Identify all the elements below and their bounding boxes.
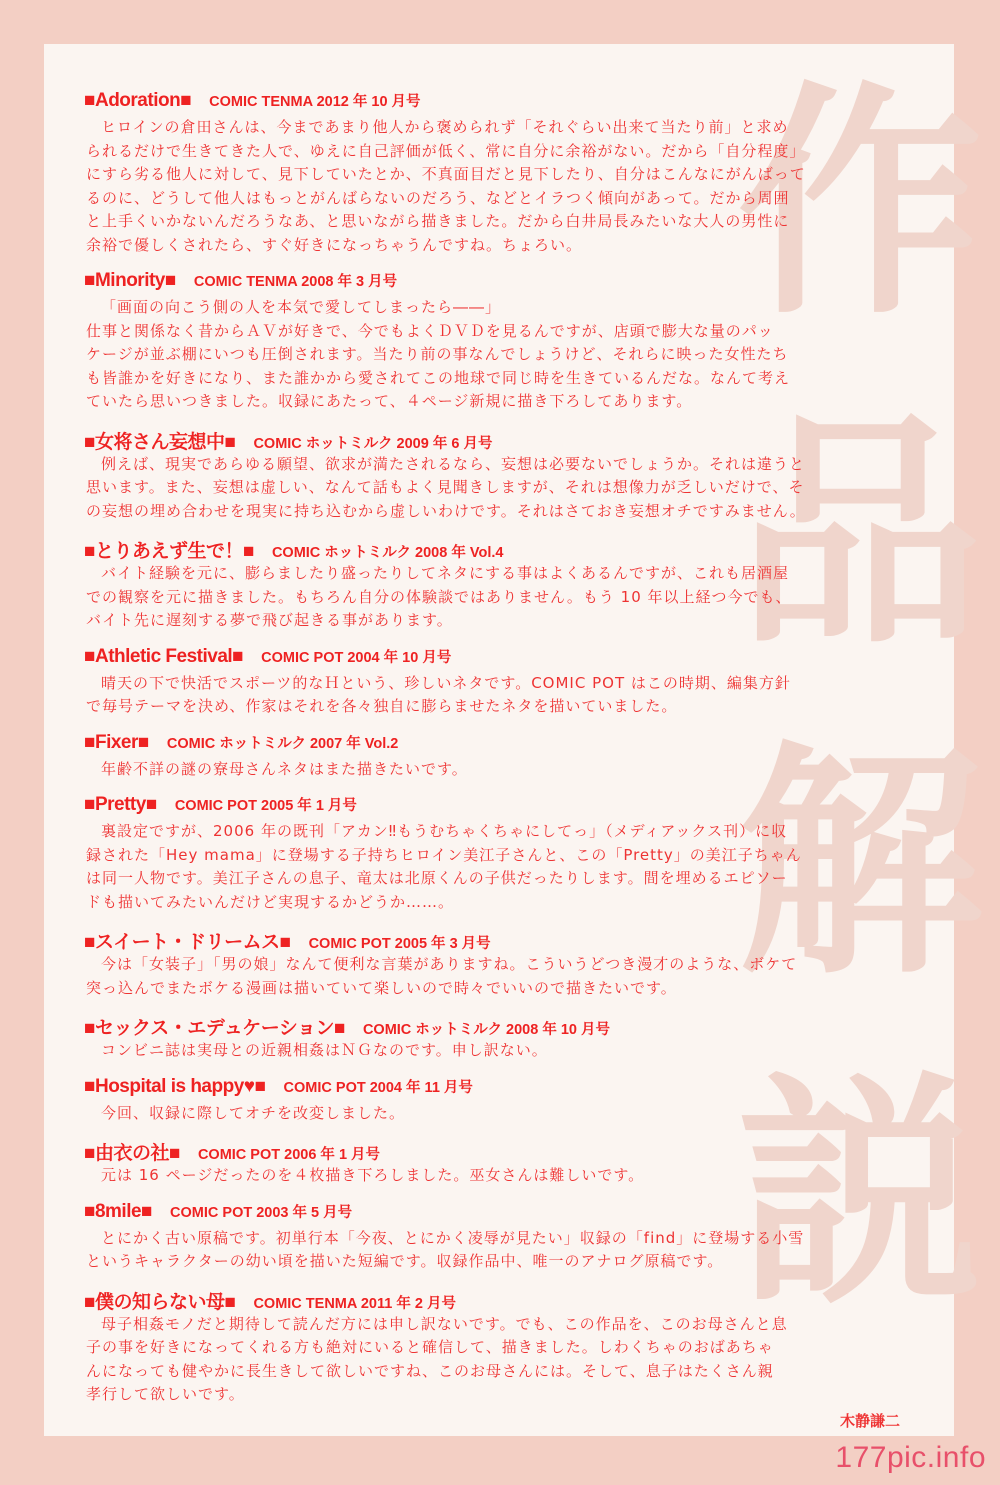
entry-body: 「画面の向こう側の人を本気で愛してしまったら――」 仕事と関係なく昔からＡＶが好きで、今でもよくＤＶＤを見るんですが、店頭で膨大な量のパッ ケージが並ぶ棚にいつも圧倒されます。当たり前の事なんでしょうけど、それらに映った女性たち も皆誰かを好きになり、また誰かから愛されてこの地球で同じ時を生きているんだな。なんて考え ていたら思いつきました。収録にあたって、４ページ新規に描き下ろしてあります。 (86, 298, 791, 410)
entry-body: とにかく古い原稿です。初単行本「今夜、とにかく凌辱が見たい」収録の「find」に登場する小雪 というキャラクターの幼い頃を描いた短編です。収録作品中、唯一のアナログ原稿です。 (86, 1228, 805, 1270)
entry-title: ■Athletic Festival■ (84, 645, 244, 667)
entry-okami (84, 427, 944, 524)
background-title-char: 解 (737, 722, 983, 1007)
entry-body: 母子相姦モノだと期待して読んだ方には申し訳ないです。でも、この作品を、このお母さんと息 子の事を好きになってくれる方も絶対にいると確信して、描きました。しわくちゃのおばあちゃ んになっても健やかに長生きして欲しいですね、このお母さんには。そして、息子はたくさん親 孝行して欲しいです。 (86, 1314, 788, 1403)
entry-title: ■Pretty■ (84, 794, 157, 815)
entry-title: ■とりあえず生で！■ (84, 541, 254, 562)
entry-source: COMIC POT 2004 年 10 月号 (261, 649, 452, 666)
background-title-char: 品 (737, 392, 983, 677)
entry-body: 今は「女装子」「男の娘」なんて便利な言葉がありますね。こういうどつき漫才のような、ボケて 突っ込んでまたボケる漫画は描いていて楽しいので時々でいいので描きたいです。 (86, 955, 798, 997)
entry-title: ■Fixer■ (84, 731, 149, 753)
entry-toriaezu (84, 536, 944, 633)
entry-source: COMIC POT 2003 年 5 月号 (170, 1204, 353, 1221)
entry-source: COMIC ホットミルク 2008 年 Vol.4 (271, 545, 504, 561)
entry-body: 元は 16 ページだったのを４枚描き下ろしました。巫女さんは難しいです。 (101, 1166, 645, 1184)
entry-source: COMIC ホットミルク 2009 年 6 月号 (253, 435, 493, 452)
commentary-list (84, 90, 944, 1431)
entry-source: COMIC TENMA 2011 年 2 月号 (253, 1295, 456, 1312)
entry-title: ■スイート・ドリームス■ (84, 932, 291, 953)
entry-body: 裏設定ですが、2006 年の既刊「アカン‼もうむちゃくちゃにしてっ」（メディアックス刊）に収 録された「Hey mama」に登場する子持ちヒロイン美江子さんと、この「Pretty」の美江子ちゃん は同一人物です。美江子さんの息子、竜太は北原くんの子供だったりします。間を埋めるエピソー ドも描いてみたいんだけど実現するかどうか……。 (86, 822, 802, 911)
entry-yui (84, 1138, 944, 1188)
entry-athletic (84, 646, 944, 719)
entry-source: COMIC POT 2005 年 1 月号 (174, 798, 357, 814)
entry-fixer (84, 732, 944, 782)
site-watermark: 177pic.info (835, 1441, 986, 1474)
entry-boku-no-shiranai-haha (84, 1287, 944, 1407)
entry-pretty (84, 794, 944, 914)
entry-body: コンビニ誌は実母との近親相姦はＮＧなのです。申し訳ない。 (101, 1041, 548, 1059)
entry-source: COMIC ホットミルク 2008 年 10 月号 (362, 1022, 611, 1038)
entry-title: ■セックス・エデュケーション■ (84, 1018, 345, 1039)
entry-body: 例えば、現実であらゆる願望、欲求が満たされるなら、妄想は必要ないでしょうか。それは違うと 思います。また、妄想は虚しい、なんて話もよく見聞きしますが、それは想像力が乏しいだけで、そ の妄想の埋め合わせを現実に持ち込むから虚しいわけです。それはさておき妄想オチですみません。 (86, 454, 806, 520)
entry-title: ■Adoration■ (84, 90, 192, 111)
entry-title: ■女将さん妄想中■ (84, 431, 236, 453)
entry-8mile (84, 1201, 944, 1274)
entry-body: 今回、収録に際してオチを改変しました。 (101, 1103, 406, 1122)
entry-source: COMIC TENMA 2008 年 3 月号 (193, 274, 398, 290)
entry-title: ■Hospital is happy♥■ (84, 1075, 266, 1097)
background-title-char: 説 (737, 1052, 983, 1337)
author-signature: 木静謙二 (839, 1411, 900, 1430)
entry-source: COMIC POT 2005 年 3 月号 (308, 936, 491, 952)
entry-source: COMIC TENMA 2012 年 10 月号 (209, 94, 421, 110)
entry-title: ■僕の知らない母■ (84, 1291, 236, 1313)
entry-minority (84, 270, 944, 414)
entry-title: ■8mile■ (84, 1200, 153, 1222)
entry-source: COMIC ホットミルク 2007 年 Vol.2 (166, 735, 399, 752)
entry-body: ヒロインの倉田さんは、今まであまり他人から褒められず「それぐらい出来て当たり前」と求め られるだけで生きてきた人で、ゆえに自己評価が低く、常に自分に余裕がない。だから「自分程度」 にすら劣る他人に対して、見下していたとか、不真面目だと見下したり、自分はこんなにがんばって るのに、どうして他人はもっとがんばらないのだろう、などとイラつく傾向があって。だから周囲 と上手くいかないんだろうなあ、と思いながら描きました。だから白井局長みたいな大人の男性に 余裕で優しくされたら、すぐ好きになっちゃうんですね。ちょろい。 (86, 118, 806, 254)
entry-body: 年齢不詳の謎の寮母さんネタはまた描きたいです。 (101, 759, 468, 778)
entry-adoration (84, 90, 944, 257)
entry-hospital (84, 1076, 944, 1126)
entry-sex-education (84, 1013, 944, 1063)
entry-title: ■Minority■ (84, 270, 176, 291)
entry-source: COMIC POT 2006 年 1 月号 (197, 1147, 381, 1163)
entry-title: ■由衣の社■ (84, 1143, 180, 1164)
entry-body: 晴天の下で快活でスポーツ的なＨという、珍しいネタです。COMIC POT はこの時期、編集方針 で毎号テーマを決め、作家はそれを各々独自に膨らませたネタを描いていました。 (86, 673, 791, 715)
entry-source: COMIC POT 2004 年 11 月号 (283, 1079, 473, 1096)
entry-body: バイト経験を元に、膨らましたり盛ったりしてネタにする事はよくあるんですが、これも居酒屋 での観察を元に描きました。もちろん自分の体験談ではありません。もう 10 年以上経つ今でも、 バイト先に遅刻する夢で飛び起きる事があります。 (86, 564, 792, 629)
entry-sweet-dreams (84, 927, 944, 1000)
background-title-char: 作 (737, 62, 983, 347)
